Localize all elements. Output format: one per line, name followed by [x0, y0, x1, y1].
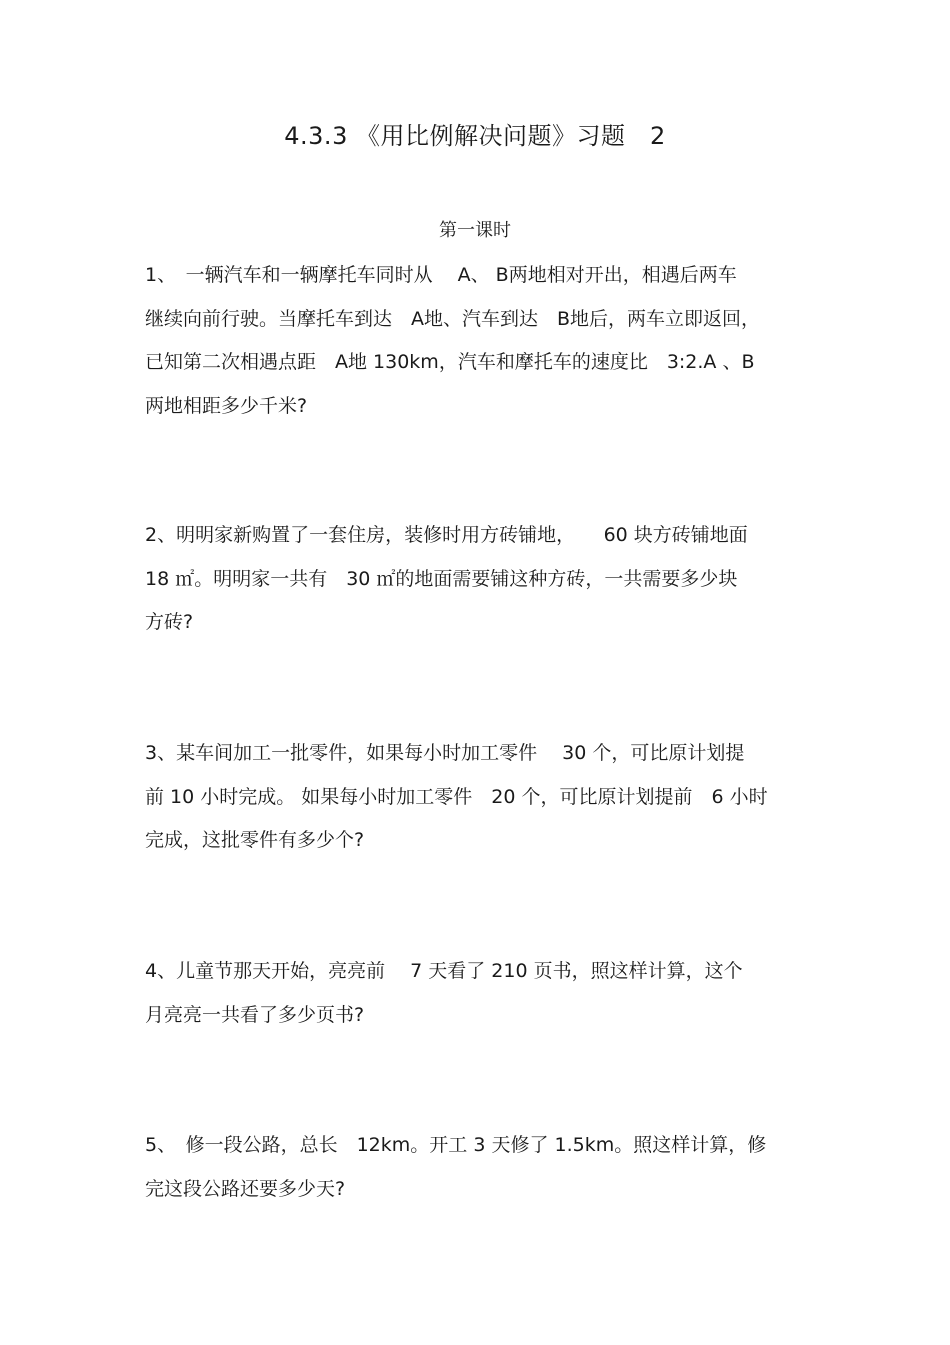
problem-3-line-2: 前 10 小时完成。 如果每小时加工零件 20 个，可比原计划提前 6 小时	[145, 785, 768, 808]
problem-3-line-1: 3、某车间加工一批零件，如果每小时加工零件 30 个，可比原计划提	[145, 742, 745, 764]
problem-4-line-2: 月亮亮一共看了多少页书?	[145, 1003, 365, 1026]
lesson-subtitle: 第一课时	[439, 220, 511, 241]
problem-5-line-1: 5、 修一段公路，总长 12km。开工 3 天修了 1.5km。照这样计算，修	[145, 1134, 767, 1156]
problem-5-line-2: 完这段公路还要多少天?	[145, 1177, 346, 1200]
problem-1-line-3: 已知第二次相遇点距 A地 130km，汽车和摩托车的速度比 3:2.A 、B	[145, 351, 755, 373]
problem-1-line-1: 1、 一辆汽车和一辆摩托车同时从 A、 B两地相对开出，相遇后两车	[145, 264, 737, 286]
problem-3	[145, 732, 815, 863]
problem-2	[145, 514, 815, 645]
problem-4	[145, 950, 815, 1037]
problem-3-line-3: 完成，这批零件有多少个?	[145, 829, 365, 851]
document-title: 4.3.3 《用比例解决问题》习题 2	[284, 122, 666, 150]
problem-1-line-4: 两地相距多少千米?	[145, 394, 308, 417]
problem-1-line-2: 继续向前行驶。当摩托车到达 A地、汽车到达 B地后，两车立即返回，	[145, 307, 761, 330]
problem-2-line-2: 18 ㎡。明明家一共有 30 ㎡的地面需要铺这种方砖，一共需要多少块	[145, 567, 738, 590]
problem-1	[145, 254, 815, 428]
problem-2-line-3: 方砖?	[145, 611, 194, 633]
problem-4-line-1: 4、儿童节那天开始，亮亮前 7 天看了 210 页书，照这样计算，这个	[145, 960, 743, 982]
problem-2-line-1: 2、明明家新购置了一套住房，装修时用方砖铺地， 60 块方砖铺地面	[145, 524, 748, 546]
problem-5	[145, 1124, 815, 1211]
